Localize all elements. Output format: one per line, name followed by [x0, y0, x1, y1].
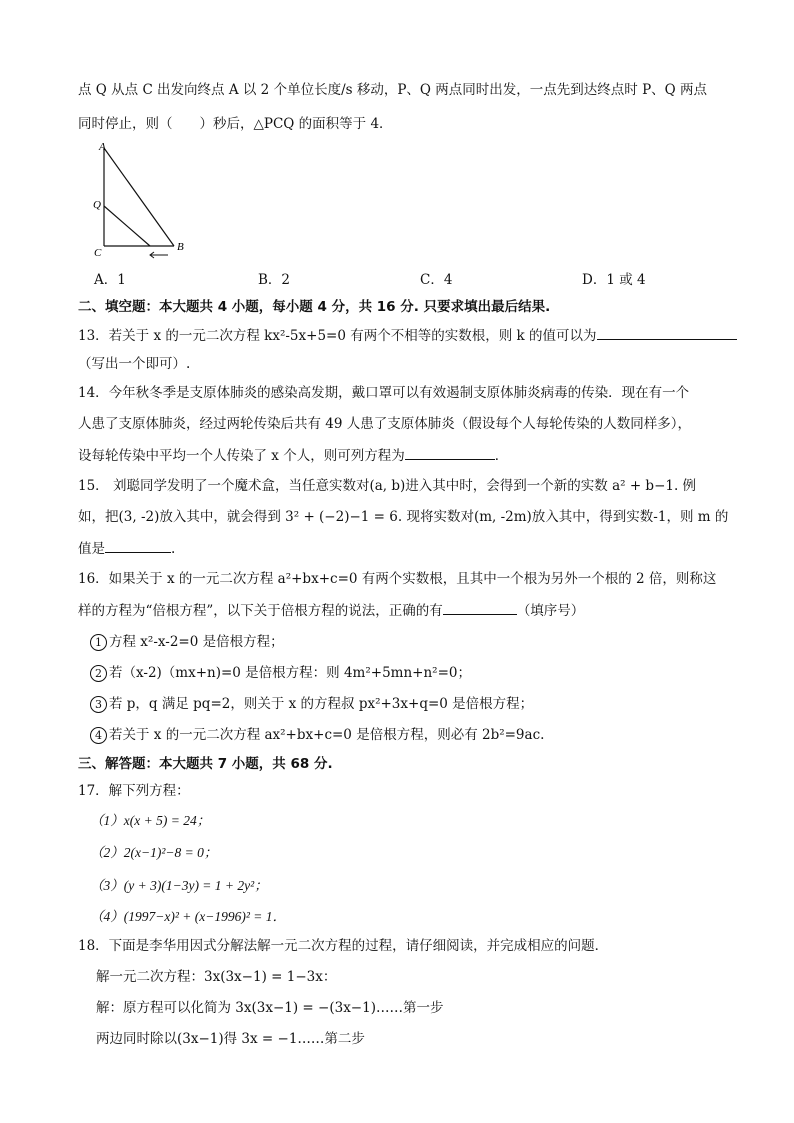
q18-line1: 解一元二次方程：3x(3x−1) = 1−3x： [96, 969, 337, 985]
section3-heading: 三、解答题：本大题共 7 小题，共 68 分. [78, 756, 333, 772]
q14-text: 设每轮传染中平均一个人传染了 x 个人，则可列方程为 [78, 448, 405, 464]
option-d: D．1 或 4 [582, 272, 646, 288]
label-a: A [99, 141, 106, 153]
q15-line1: 15． 刘聪同学发明了一个魔术盒，当任意实数对(a, b)进入其中时，会得到一个新的实数 a² + b−1. 例 [78, 478, 697, 494]
q15-blank[interactable] [105, 538, 171, 553]
q16-item-1 [90, 632, 284, 652]
triangle-figure [88, 140, 198, 260]
option-c: C．4 [420, 272, 453, 288]
q16-item-text: 若 p，q 满足 pq=2，则关于 x 的方程叔 px²+3x+q=0 是倍根方程； [109, 696, 534, 712]
q17-item-1: （1）x(x + 5) = 24； [90, 813, 211, 828]
q14-line1: 14．今年秋冬季是支原体肺炎的感染高发期，戴口罩可以有效遏制支原体肺炎病毒的传染．现在有一个 [78, 385, 690, 401]
q14-blank[interactable] [405, 445, 495, 460]
label-q: Q [93, 199, 101, 211]
q18-line3: 两边同时除以(3x−1)得 3x = −1……第二步 [96, 1031, 365, 1047]
q17-intro: 17．解下列方程： [78, 783, 190, 799]
q16-line1: 16．如果关于 x 的一元二次方程 a²+bx+c=0 有两个实数根，且其中一个根为另外一个根的 2 倍，则称这 [78, 571, 717, 587]
q16-blank[interactable] [443, 600, 517, 615]
q17-item-2: （2）2(x−1)²−8 = 0； [90, 845, 218, 860]
q13-line1 [78, 325, 737, 346]
q16-item-2 [90, 663, 471, 683]
q17-item-4: （4）(1997−x)² + (x−1996)² = 1． [90, 909, 287, 924]
q15-text: 值是 [78, 541, 105, 557]
q16-item-text: 若（x-2)（mx+n)=0 是倍根方程：则 4m²+5mn+n²=0； [109, 665, 471, 681]
section2-heading: 二、填空题：本大题共 4 小题，每小题 4 分，共 16 分. 只要求填出最后结果. [78, 299, 551, 315]
circled-number: 2 [90, 665, 107, 682]
q14-end: ． [494, 448, 509, 464]
q13-blank[interactable] [597, 325, 737, 340]
q17-item-3: （3）(y + 3)(1−3y) = 1 + 2y²； [90, 878, 268, 893]
q16-end: （填序号） [516, 603, 585, 619]
q16-text: 样的方程为“倍根方程”，以下关于倍根方程的说法，正确的有 [78, 603, 443, 619]
q16-item-text: 方程 x²-x-2=0 是倍根方程； [109, 634, 284, 650]
q18-intro: 18．下面是李华用因式分解法解一元二次方程的过程，请仔细阅读，并完成相应的问题． [78, 938, 609, 954]
q18-line2: 解：原方程可以化简为 3x(3x−1) = −(3x−1)……第一步 [96, 1000, 444, 1016]
q13-text: 13．若关于 x 的一元二次方程 kx²-5x+5=0 有两个不相等的实数根，则 k 的值可以为 [78, 328, 597, 344]
circled-number: 3 [90, 696, 107, 713]
option-a: A．1 [94, 272, 126, 288]
q14-line2: 人患了支原体肺炎，经过两轮传染后共有 49 人患了支原体肺炎（假设每个人每轮传染的人数同样多）， [78, 416, 692, 432]
q15-end: . [171, 541, 176, 557]
q15-line2: 如，把(3, -2)放入其中，就会得到 3² + (−2)−1 = 6. 现将实数对(m, -2m)放入其中，得到实数-1，则 m 的 [78, 509, 729, 525]
q15-line3 [78, 538, 175, 559]
q12-line2: 同时停止，则（ ）秒后，△PCQ 的面积等于 4． [78, 116, 393, 132]
q16-item-3 [90, 694, 533, 714]
q14-line3 [78, 445, 508, 466]
circled-number: 1 [90, 634, 107, 651]
label-b: B [177, 241, 184, 253]
label-c: C [94, 247, 102, 259]
q13-line2: （写出一个即可）. [78, 356, 191, 372]
option-b: B．2 [258, 272, 291, 288]
q16-line2 [78, 600, 584, 621]
q12-line1: 点 Q 从点 C 出发向终点 A 以 2 个单位长度/s 移动，P、Q 两点同时出发，一点先到达终点时 P、Q 两点 [78, 82, 708, 98]
q16-item-text: 若关于 x 的一元二次方程 ax²+bx+c=0 是倍根方程，则必有 2b²=9ac. [109, 727, 545, 743]
q16-item-4 [90, 725, 544, 745]
circled-number: 4 [90, 727, 107, 744]
